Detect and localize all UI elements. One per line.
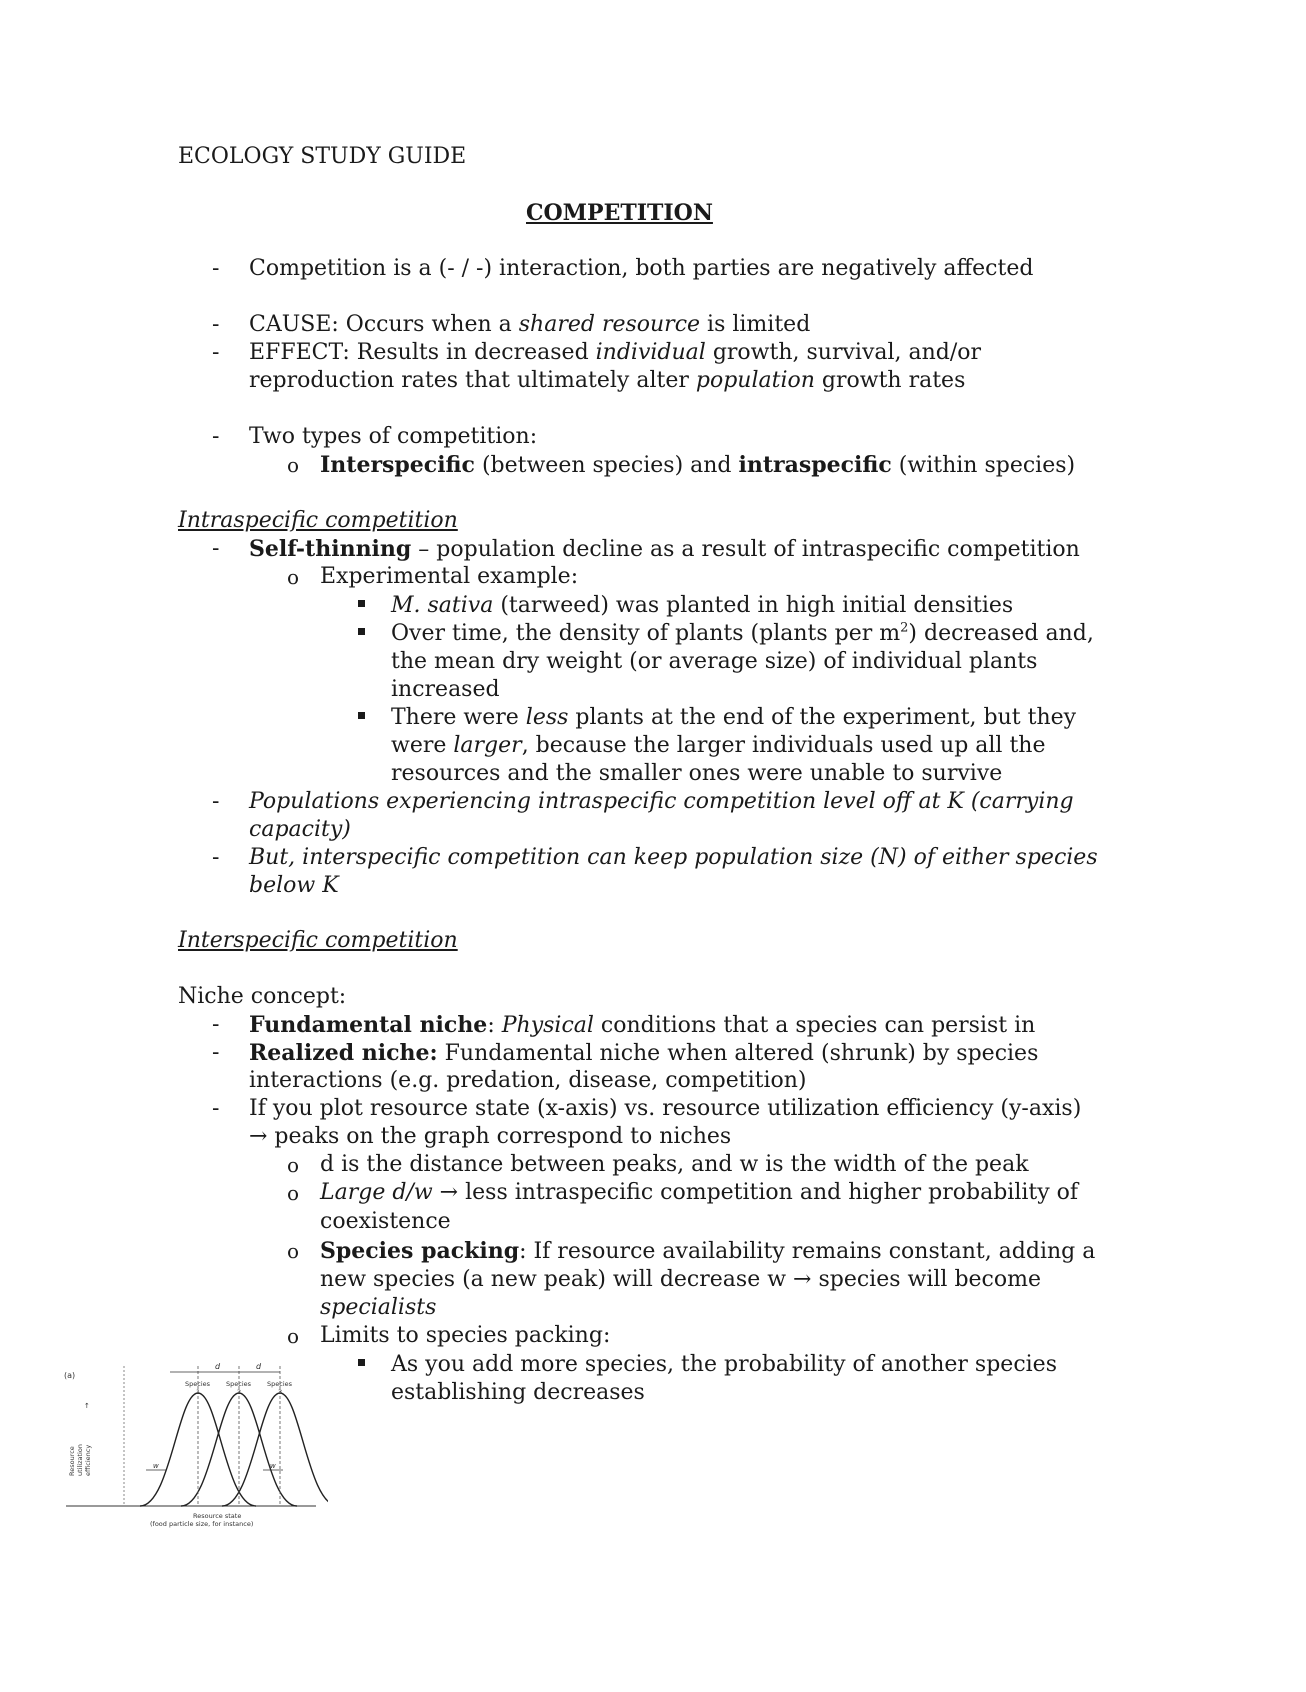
niche-figure xyxy=(58,1358,328,1538)
square-bullet xyxy=(358,712,365,719)
effect-line: EFFECT: Results in decreased individual growth, survival, and/or xyxy=(249,340,982,365)
y-axis-label-1: Resource xyxy=(68,1446,76,1476)
bullet-line-cont: resources and the smaller ones were unable to survive xyxy=(391,761,1003,786)
fundamental-niche-line: Fundamental niche: Physical conditions that a species can persist in xyxy=(249,1012,1036,1038)
dash-bullet: - xyxy=(212,789,220,814)
bullet-line-cont: the mean dry weight (or average size) of individual plants xyxy=(391,649,1038,674)
realized-niche-line: Realized niche: Fundamental niche when altered (shrunk) by species xyxy=(249,1040,1039,1066)
but-line-2: below K xyxy=(249,873,339,898)
species-number-3: 3 xyxy=(278,1388,283,1396)
x-axis-label-2: (food particle size, for instance) xyxy=(150,1520,254,1528)
d-label-2: d xyxy=(256,1362,262,1371)
species-label-2: Species xyxy=(226,1380,252,1388)
dash-bullet: - xyxy=(212,340,220,365)
large-dw-line-2: coexistence xyxy=(320,1209,451,1234)
species-packing-line-3: specialists xyxy=(320,1295,437,1320)
limits-bullet-line: As you add more species, the probability of another species xyxy=(391,1352,1057,1377)
square-bullet xyxy=(358,600,365,607)
populations-line: Populations experiencing intraspecific competition level off at K (carrying xyxy=(249,789,1074,814)
dash-bullet: - xyxy=(212,1096,220,1121)
realized-niche-line-2: interactions (e.g. predation, disease, competition) xyxy=(249,1068,807,1093)
dw-line: d is the distance between peaks, and w is the width of the peak xyxy=(320,1152,1029,1177)
dash-bullet: - xyxy=(212,536,220,561)
large-dw-line: Large d/w → less intraspecific competition and higher probability of xyxy=(320,1180,1079,1205)
document-title: ECOLOGY STUDY GUIDE xyxy=(178,144,467,169)
cause-line: CAUSE: Occurs when a shared resource is limited xyxy=(249,312,811,337)
types-sub-line: Interspecific (between species) and intraspecific (within species) xyxy=(320,452,1076,478)
species-number-1: 1 xyxy=(196,1388,201,1396)
bullet-line: Over time, the density of plants (plants per $m^2$) decreased and, xyxy=(391,620,1094,646)
populations-line-2: capacity) xyxy=(249,817,351,842)
dash-bullet: - xyxy=(212,256,220,281)
species-packing-line-2: new species (a new peak) will decrease w → species will become xyxy=(320,1267,1041,1292)
bullet-line: M. sativa (tarweed) was planted in high initial densities xyxy=(391,593,1014,618)
bullet-line-cont: increased xyxy=(391,677,500,702)
limits-bullet-line-2: establishing decreases xyxy=(391,1380,645,1405)
species-label-1: Species xyxy=(185,1380,211,1388)
bullet-line-cont: were larger, because the larger individuals used up all the xyxy=(391,733,1046,758)
niche-concept-line: Niche concept: xyxy=(178,984,347,1009)
circle-bullet: o xyxy=(287,453,300,477)
square-bullet xyxy=(358,628,365,635)
dash-bullet: - xyxy=(212,1040,220,1065)
interspecific-heading: Interspecific competition xyxy=(178,928,458,953)
d-label-1: d xyxy=(215,1362,221,1371)
intro-line: Competition is a (- / -) interaction, both parties are negatively affected xyxy=(249,256,1034,281)
w-label-3: w xyxy=(270,1462,276,1470)
species-label-3: Species xyxy=(267,1380,293,1388)
circle-bullet: o xyxy=(287,565,300,589)
self-thinning-line: Self-thinning – population decline as a result of intraspecific competition xyxy=(249,536,1080,562)
species-curve-1 xyxy=(140,1393,256,1506)
dash-bullet: - xyxy=(212,312,220,337)
circle-bullet: o xyxy=(287,1153,300,1177)
experimental-line: Experimental example: xyxy=(320,564,579,589)
intraspecific-heading: Intraspecific competition xyxy=(178,508,458,533)
plot-line-2: → peaks on the graph correspond to niches xyxy=(249,1124,732,1149)
y-axis-arrow: ↑ xyxy=(84,1402,90,1410)
x-axis-label-1: Resource state xyxy=(193,1512,242,1520)
plot-line: If you plot resource state (x-axis) vs. resource utilization efficiency (y-axis) xyxy=(249,1096,1082,1121)
dash-bullet: - xyxy=(212,424,220,449)
limits-line: Limits to species packing: xyxy=(320,1323,611,1348)
panel-label: (a) xyxy=(64,1371,76,1380)
y-axis-label-3: efficiency xyxy=(84,1444,92,1476)
circle-bullet: o xyxy=(287,1181,300,1205)
types-line: Two types of competition: xyxy=(249,424,538,449)
effect-line-2: reproduction rates that ultimately alter population growth rates xyxy=(249,368,966,393)
w-label-1: w xyxy=(153,1462,159,1470)
species-number-2: 2 xyxy=(237,1388,242,1396)
species-curve-2 xyxy=(181,1393,297,1506)
square-bullet xyxy=(358,1359,365,1366)
dash-bullet: - xyxy=(212,845,220,870)
y-axis-label-2: utilization xyxy=(76,1444,84,1476)
species-packing-line: Species packing: If resource availability remains constant, adding a xyxy=(320,1238,1096,1264)
section-title: COMPETITION xyxy=(526,200,713,226)
but-line: But, interspecific competition can keep population size (N) of either species xyxy=(249,845,1098,870)
circle-bullet: o xyxy=(287,1324,300,1348)
circle-bullet: o xyxy=(287,1239,300,1263)
dash-bullet: - xyxy=(212,1012,220,1037)
bullet-line: There were less plants at the end of the experiment, but they xyxy=(391,705,1077,730)
